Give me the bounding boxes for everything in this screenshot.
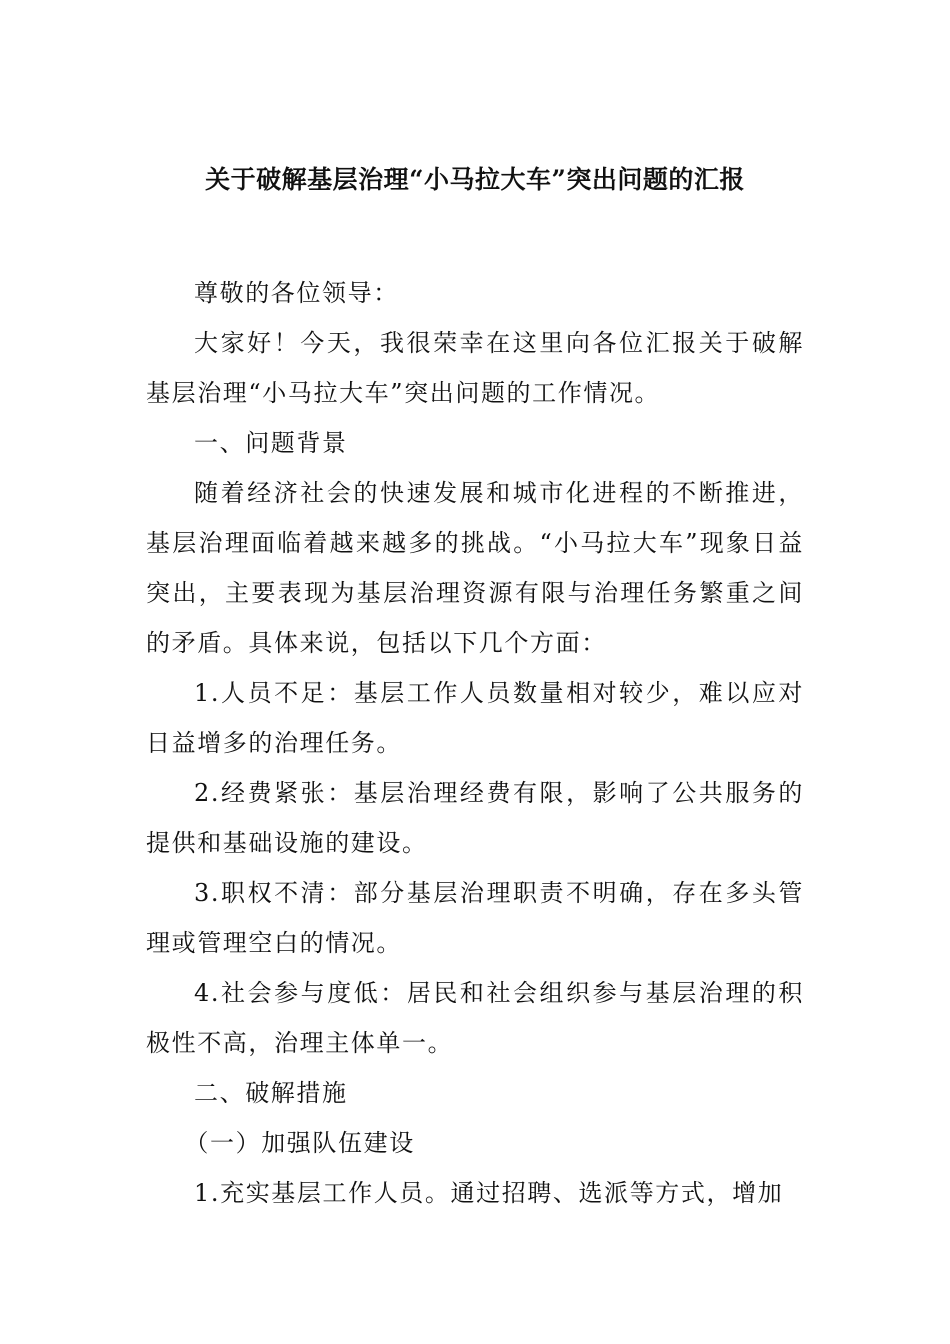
document-title: 关于破解基层治理“小马拉大车”突出问题的汇报: [205, 165, 745, 194]
document-body: [146, 268, 804, 1218]
list-item-enrich-staff: 1.充实基层工作人员。通过招聘、选派等方式，增加: [194, 1179, 784, 1207]
list-item-staff-shortage: 1.人员不足：基层工作人员数量相对较少，难以应对日益增多的治理任务。: [146, 679, 804, 757]
list-item-unclear-authority: 3.职权不清：部分基层治理职责不明确，存在多头管理或管理空白的情况。: [146, 879, 804, 957]
list-item-funding-shortage: 2.经费紧张：基层治理经费有限，影响了公共服务的提供和基础设施的建设。: [146, 779, 804, 857]
subsection-heading-team-building: （一）加强队伍建设: [184, 1129, 415, 1157]
section-heading-measures: 二、破解措施: [194, 1079, 348, 1107]
paragraph-greeting: 大家好！今天，我很荣幸在这里向各位汇报关于破解基层治理“小马拉大车”突出问题的工作情况。: [146, 329, 804, 407]
list-item-low-participation: 4.社会参与度低：居民和社会组织参与基层治理的积极性不高，治理主体单一。: [146, 979, 804, 1057]
salutation: 尊敬的各位领导：: [194, 279, 399, 307]
section-heading-background: 一、问题背景: [194, 429, 348, 457]
paragraph-background: 随着经济社会的快速发展和城市化进程的不断推进，基层治理面临着越来越多的挑战。“小马拉大车”现象日益突出，主要表现为基层治理资源有限与治理任务繁重之间的矛盾。具体来说，包括以下几个方面：: [146, 479, 804, 657]
